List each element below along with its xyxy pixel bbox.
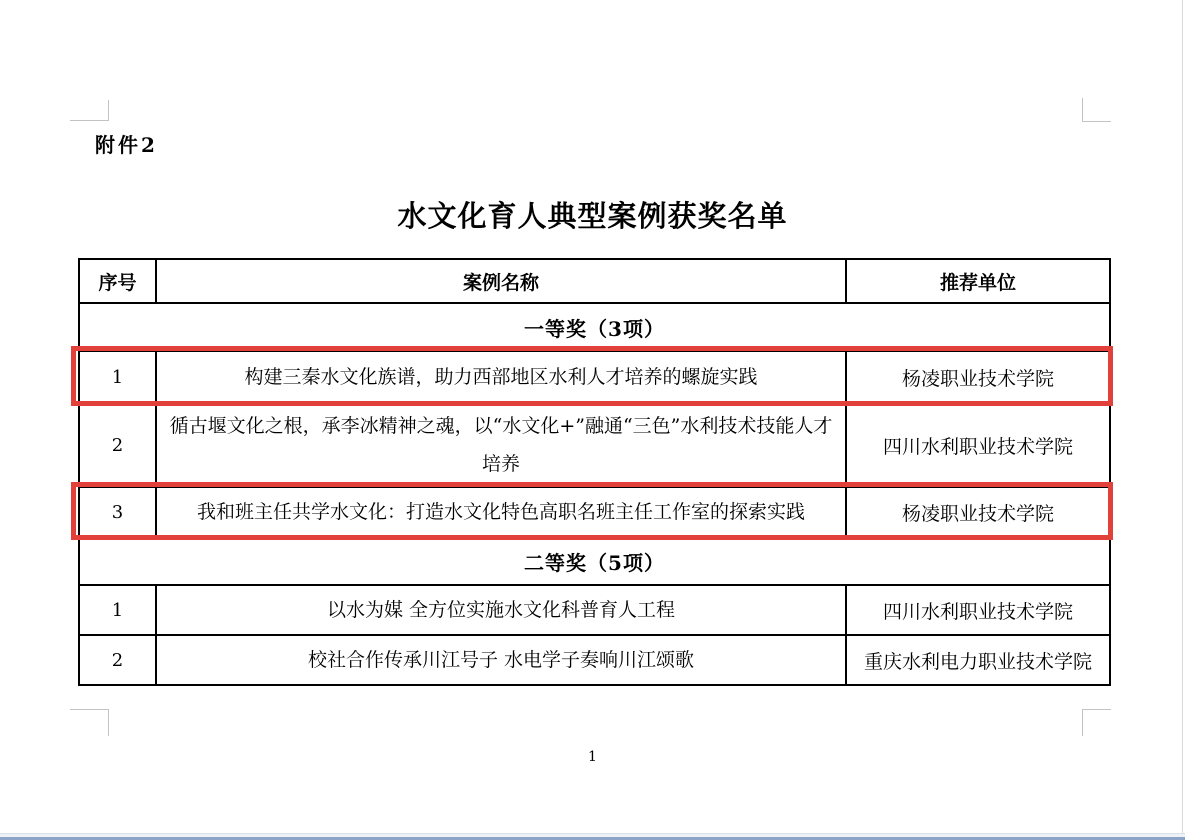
section-row-second-prize [79,537,1110,585]
case-cell: 构建三秦水文化族谱，助力西部地区水利人才培养的螺旋实践 [156,351,846,403]
case-cell: 循古堰文化之根，承李冰精神之魂，以“水文化+”融通“三色”水利技术技能人才培养 [156,403,846,487]
section-row-first-prize [79,303,1110,351]
page-number: 1 [588,749,597,765]
section-label-second-prize: 二等奖（5项） [79,537,1110,585]
index-cell: 1 [79,585,156,635]
case-cell: 以水为媒 全方位实施水文化科普育人工程 [156,585,846,635]
table-row [79,403,1110,487]
highlight-box-first-prize-row-1 [71,346,1113,406]
table-row [79,585,1110,635]
unit-cell: 杨凌职业技术学院 [846,351,1110,403]
index-cell: 2 [79,635,156,685]
table-row [79,635,1110,685]
award-table-container [78,258,1109,686]
case-cell: 校社合作传承川江号子 水电学子奏响川江颂歌 [156,635,846,685]
unit-cell: 四川水利职业技术学院 [846,585,1110,635]
crop-mark-bottom-left [70,709,109,736]
unit-cell: 杨凌职业技术学院 [846,487,1110,537]
index-cell: 3 [79,487,156,537]
header-cell-index: 序号 [79,259,156,303]
crop-mark-top-right [1082,98,1111,122]
unit-cell: 四川水利职业技术学院 [846,403,1110,487]
header-cell-case-name: 案例名称 [156,259,846,303]
award-table [78,258,1111,686]
crop-mark-top-left [70,100,109,121]
highlight-box-first-prize-row-3 [71,482,1113,540]
unit-cell: 重庆水利电力职业技术学院 [846,635,1110,685]
index-cell: 1 [79,351,156,403]
window-right-edge [1182,0,1183,833]
index-cell: 2 [79,403,156,487]
window-bottom-bar [0,833,1185,840]
attachment-label: 附件2 [95,133,158,157]
case-cell: 我和班主任共学水文化：打造水文化特色高职名班主任工作室的探索实践 [156,487,846,537]
section-label-first-prize: 一等奖（3项） [79,303,1110,351]
header-cell-recommending-unit: 推荐单位 [846,259,1110,303]
page-title: 水文化育人典型案例获奖名单 [397,199,788,233]
crop-mark-bottom-right [1082,709,1111,736]
table-header-row [79,259,1110,303]
